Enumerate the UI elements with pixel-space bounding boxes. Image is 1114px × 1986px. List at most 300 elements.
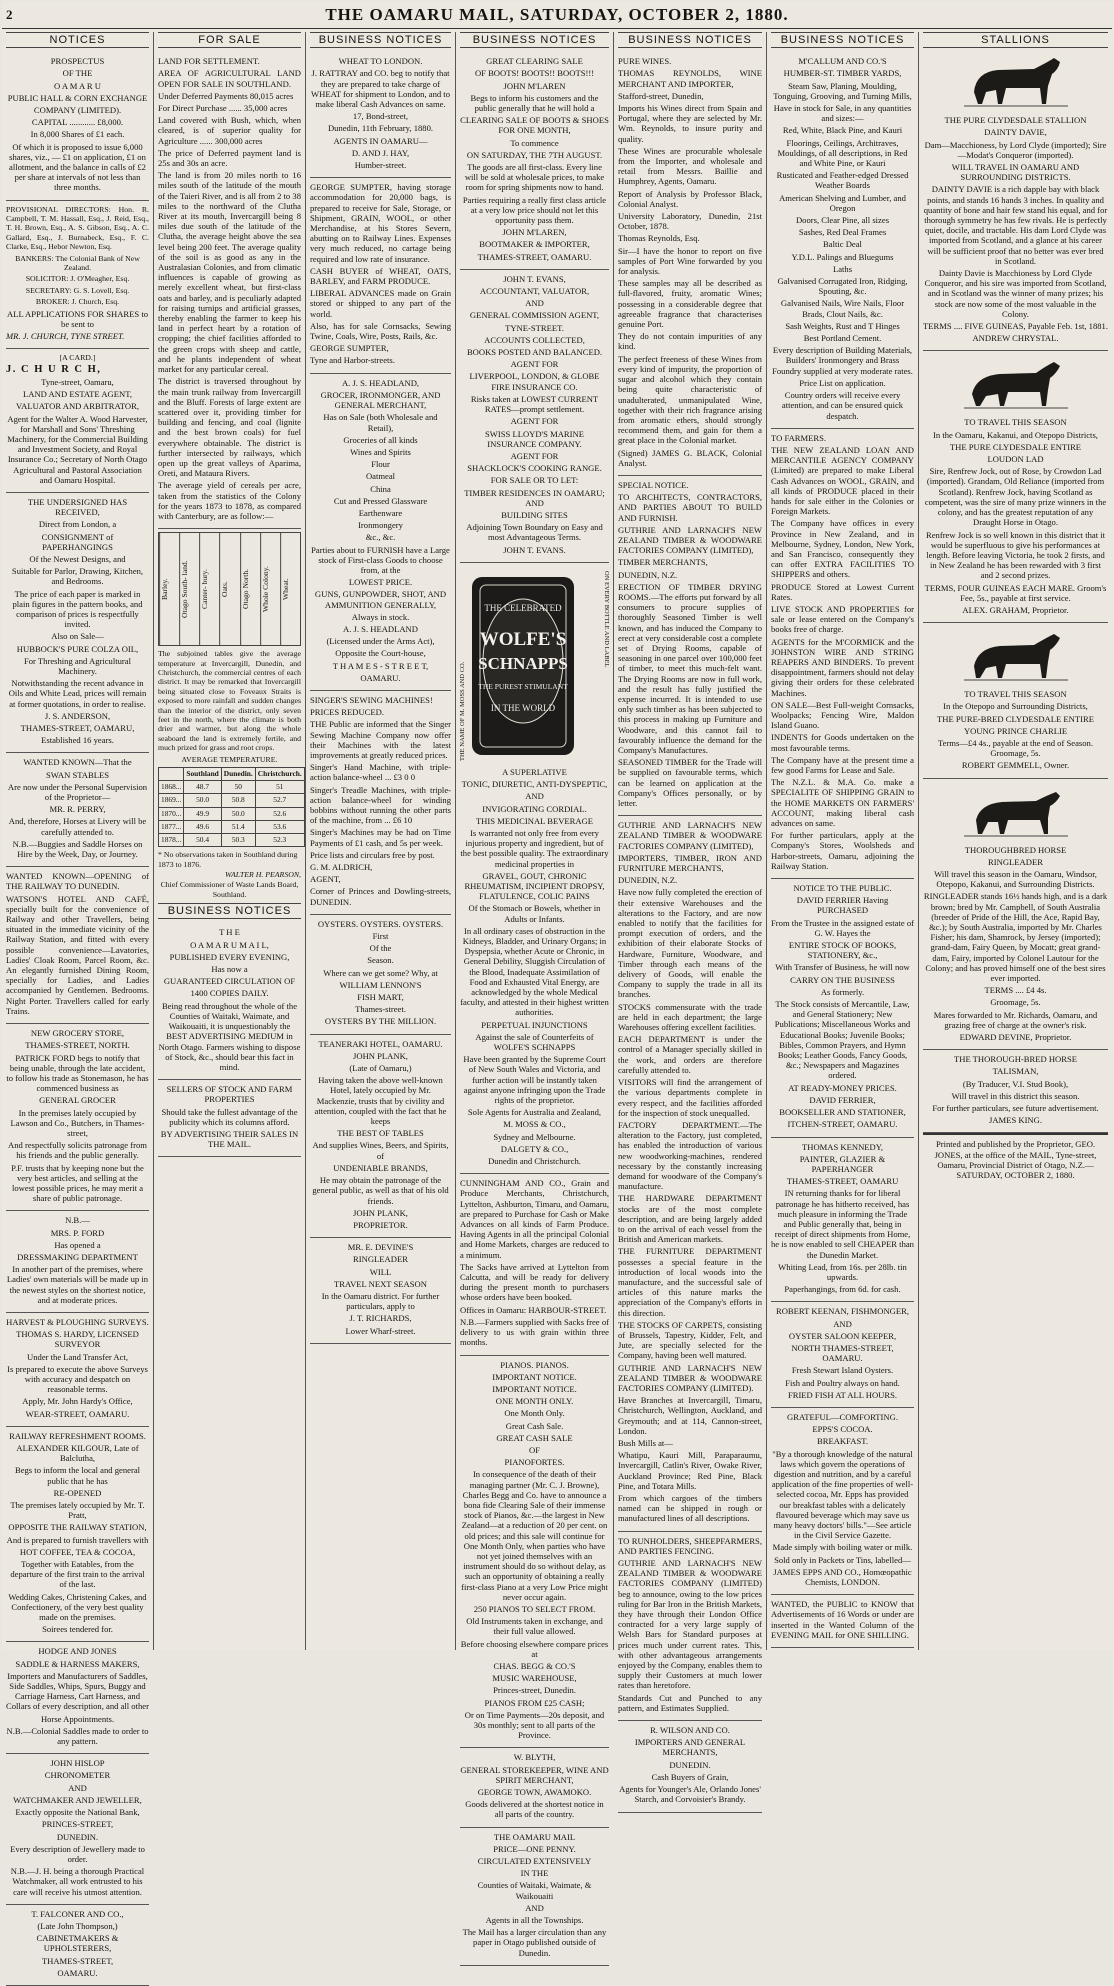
ad-teaneraki-hotel <box>310 1035 451 1238</box>
ad-line: Thames-street. <box>355 1004 406 1015</box>
ad-line: YOUNG PRINCE CHARLIE <box>963 725 1068 736</box>
ad-line: EACH DEPARTMENT is under the control of a Manager specially skilled in the work, and orders are therefore carefully attended to. <box>618 1034 762 1075</box>
ad-line: N.B.—Buggies and Saddle Horses on Hire by the Week, Day, or Journey. <box>12 838 143 860</box>
ad-line: And respectfully solicits patronage from his friends and the public generally. <box>8 1140 147 1161</box>
table-cell: 1877... <box>159 820 184 833</box>
table-row <box>159 794 305 807</box>
ad-line: Parties about to FURNISH have a Large stock of First-class Goods to choose from, at the <box>311 544 450 575</box>
ad-line: JAMES KING. <box>989 1115 1042 1126</box>
ad-sellers-of-stock <box>158 1080 301 1157</box>
ad-line: Humber-street. <box>354 160 407 171</box>
ad-wanted-public <box>771 1595 914 1648</box>
ad-line: And supplies Wines, Beers, and Spirits, of <box>312 1140 449 1161</box>
ad-line: SADDLE & HARNESS MAKERS, <box>15 1658 140 1669</box>
ad-john-t-evans <box>460 270 609 563</box>
ad-line: P.F. trusts that by keeping none but the very best articles, and selling at the lowest possible prices, he may merit a share of public patronage. <box>11 1162 144 1204</box>
ad-line: For Direct Purchase ...... 35,000 acres <box>158 103 288 114</box>
ad-line: WANTED KNOWN—OPENING of THE RAILWAY TO DUNEDIN. <box>6 871 149 892</box>
ad-line: SELLERS OF STOCK AND FARM PROPERTIES <box>166 1084 293 1105</box>
ad-john-hislop <box>6 1754 149 1904</box>
ad-line: Wedding Cakes, Christening Cakes, and Confectionery, of the very best quality made on the premises. <box>8 1591 147 1623</box>
ad-line: In the Otepopo and Surrounding Districts, <box>943 701 1088 712</box>
ad-line: Wines and Spirits <box>350 446 411 457</box>
ad-line: DAINTY DAVIE is a rich dapple bay with black points, and stands 16 hands 3 inches. In quality and quantity of bone and hair few stand his equal, and for thorough symmetry he has few rivals. He is perfectly quiet, docile, and tractable. His dam Lord Clyde was imported from Scotland, and a glance at his career will be sufficient proof that no better was ever bred in Scotland. <box>923 184 1108 266</box>
ad-line: INVIGORATING CORDIAL. <box>482 803 587 814</box>
ad-line: (Late John Thompson,) <box>37 1920 118 1931</box>
ad-oamaru-mail-price <box>460 1828 609 1966</box>
ad-line: Dunedin, 11th February, 1880. <box>327 123 434 134</box>
ad-line: IMPORTERS, TIMBER, IRON AND FURNITURE MERCHANTS, <box>618 852 762 874</box>
ad-line: TERMS .... £4 4s. <box>984 985 1047 996</box>
ad-line: AT READY-MONEY PRICES. <box>788 1082 897 1093</box>
ad-line: Baltic Deal <box>823 239 862 250</box>
column-business-notices-2 <box>456 32 614 1958</box>
ad-line: Red, White, Black Pine, and Kauri <box>782 125 903 136</box>
ad-line: T. FALCONER AND CO., <box>31 1908 124 1919</box>
ad-line: WILLIAM LENNON'S <box>339 979 422 990</box>
ad-line: "By a thorough knowledge of the natural laws which govern the operations of digestion and nutrition, and by a careful application of the fine properties of well-selected cocoa, Mr. Epps has provided our breakfast tables with a delicately flavoured beverage which may save us many heavy doctors' bills."—See article in the Civil Service Gazette. <box>771 1448 914 1541</box>
ad-line: TERMS, FOUR GUINEAS EACH MARE. Groom's Fee, 5s., payable at first service. <box>924 582 1107 603</box>
ad-line: University Laboratory, Dunedin, 21st October, 1878. <box>618 211 762 232</box>
ad-line: DUNEDIN, N.Z. <box>618 569 678 580</box>
ad-line: NORTH THAMES-STREET, OAMARU. <box>791 1342 894 1364</box>
ad-line: OF <box>529 1444 540 1455</box>
table-cell: 49.6 <box>184 820 221 833</box>
ad-line: THE BEST OF TABLES <box>337 1128 424 1139</box>
table-cell: 50.0 <box>221 807 255 820</box>
ad-line: MR. R. PERRY, <box>49 804 106 815</box>
bankers: BANKERS: The Colonial Bank of New Zealand. <box>15 253 140 273</box>
ad-line: JAMES EPPS AND CO., Homœopathic Chemists, LONDON. <box>773 1566 912 1588</box>
ad-line: Apply, Mr. John Hardy's Office, <box>22 1396 133 1407</box>
table-cell: 51 <box>255 781 304 794</box>
yield-row-label: Oats. <box>219 533 239 645</box>
ad-line: PROSPECTUS <box>50 56 105 67</box>
ad-line: TERMS .... FIVE GUINEAS, Payable Feb. 1st, 1881. <box>923 321 1109 332</box>
ad-j-church-card <box>6 349 149 493</box>
ad-line: TO ARCHITECTS, CONTRACTORS, AND PARTIES ABOUT TO BUILD AND FURNISH. <box>618 492 762 523</box>
ad-line: They do not contain impurities of any kind. <box>618 331 762 352</box>
ad-line: Whatipu, Kauri Mill, Paraparaumu, Invercargill, Catlin's River, Owake River, Auckland Province; Red Pine, Black Pine, and Totara Mills. <box>618 1450 762 1491</box>
table-cell: 50.8 <box>221 794 255 807</box>
ad-line: ERECTION OF TIMBER DRYING ROOMS.—The efforts put forward by all consumers to procure supplies of thoroughly Seasoned Timber is well known, and has induced the Company to erect at very considerable cost a complete set of Drying Rooms, capable of seasoning in one parcel over 100,000 feet of timber, to meet this much-felt want. The Drying Rooms are now in full work, and the result has fully justified the expense incurred. It is intended to use only such timber as has been subjected to this process in making up Furniture and Woodware, and this cannot fail to favourably influence the demand for the Company's Manufactures. <box>618 581 762 755</box>
ad-line: RINGLEADER <box>353 1254 408 1265</box>
ad-line: GENERAL STOREKEEPER, WINE AND SPIRIT MERCHANT, <box>460 1764 609 1785</box>
ad-line: From which cargoes of the timbers named can be shipped in rough or manufactured lines of all descriptions. <box>618 1493 762 1524</box>
ad-line: PRICES REDUCED. <box>310 707 385 718</box>
ad-line: Begs to inform his customers and the public generally that he will hold a <box>470 92 599 114</box>
table-cell: 52.6 <box>255 807 304 820</box>
ad-line: (By Traducer, V.I. Stud Book), <box>962 1078 1069 1089</box>
ad-line: For Threshing and Agricultural Machinery. <box>23 655 131 676</box>
ad-line: THOMAS KENNEDY, <box>801 1141 883 1152</box>
ad-line: TIMBER RESIDENCES IN OAMARU; AND <box>464 487 605 508</box>
ad-line: 1400 COPIES DAILY. <box>190 988 269 999</box>
ad-line: OF BOOTS! BOOTS!! BOOTS!!! <box>474 68 595 79</box>
ad-line: AGENTS for the M'CORMICK and the JOHNSTON WIRE AND STRING REAPERS AND BINDERS. To prevent disappointment, farmers should not delay giving their orders for these celebrated Machines. <box>771 636 914 698</box>
ad-line: The goods are all first-class. Every line will be sold at wholesale prices, to make room for spring shipments now to hand. <box>464 162 605 193</box>
ad-line: Will travel in this district this season. <box>951 1090 1080 1101</box>
ad-line: LAND AND ESTATE AGENT, <box>23 389 132 400</box>
ad-cunningham <box>460 1174 609 1355</box>
ad-line: D. AND J. HAY, <box>351 147 410 158</box>
ad-line: In the premises lately occupied by Lawson and Co., Butchers, in Thames-street, <box>10 1107 145 1138</box>
ad-line: DRESSMAKING DEPARTMENT <box>17 1251 138 1262</box>
ad-line: LOUDON LAD <box>987 454 1044 465</box>
ad-line: CHRONOMETER <box>44 1770 111 1781</box>
ad-line: MRS. P. FORD <box>50 1227 105 1238</box>
ad-line: Corner of Princes and Dowling-streets, DUNEDIN. <box>310 886 451 907</box>
ad-line: Under Deferred Payments 80,015 acres <box>158 90 294 101</box>
table-cell: 52.3 <box>255 834 304 847</box>
ad-line: VISITORS will find the arrangement of the various departments complete in every respect, and the facilities afforded for the inspection of stock unequalled. <box>618 1077 762 1118</box>
ad-line: GEORGE TOWN, AWAMOKO. <box>477 1787 592 1798</box>
table-row <box>159 781 305 794</box>
ad-line: AGENTS IN OAMARU— <box>333 135 428 146</box>
ad-line: TYNE-STREET. <box>505 322 564 333</box>
ad-line: With Transfer of Business, he will now <box>775 962 910 973</box>
broker: BROKER: J. Church, Esq. <box>35 297 120 307</box>
ad-line: CASH BUYER of WHEAT, OATS, BARLEY, and FARM PRODUCE. <box>310 265 451 287</box>
table-cell: 49.9 <box>184 807 221 820</box>
ad-line: JOHN M'LAREN, <box>502 227 567 238</box>
ad-line: Old Instruments taken in exchange, and their full value allowed. <box>466 1616 603 1637</box>
ad-line: GENERAL GROCER <box>39 1095 116 1106</box>
ad-line: Being read throughout the whole of the Counties of Waitaki, Waimate, and Waikouaiti, it is unquestionably the BEST ADVERTISING MEDIUM in North Otago. Farmers wishing to dispose of Stock, &c., should bear this fact in mind. <box>158 1000 301 1072</box>
ad-line: Flour <box>371 459 390 470</box>
temperature-note: * No observations taken in Southland during 1873 to 1876. <box>158 850 298 869</box>
table-cell: 50.3 <box>221 834 255 847</box>
yield-row-label: Wheat. <box>280 533 300 645</box>
ad-line: AGENT FOR <box>510 359 559 370</box>
ad-line: PROPRIETOR. <box>353 1219 408 1230</box>
ad-r-wilson <box>618 1721 762 1812</box>
ad-line: Of the Newest Designs, and <box>29 553 126 564</box>
ad-line: AND <box>525 1902 544 1913</box>
ad-line: CLEARING SALE OF BOOTS & SHOES FOR ONE MONTH, <box>460 115 609 136</box>
ad-line: PRODUCE Stored at Lowest Current Rates. <box>771 581 914 602</box>
ad-line: ACCOUNTS COLLECTED, <box>484 334 585 345</box>
ad-line: To commence <box>510 137 559 148</box>
column-heading: BUSINESS NOTICES <box>618 32 762 48</box>
column-business-notices-4 <box>767 32 919 1650</box>
yield-row-label: Barley. <box>159 533 179 645</box>
ad-line: THE Public are informed that the Singer Sewing Machine Company now offer their Machines with the latest improvements at greatly reduced prices. <box>310 719 451 760</box>
ad-line: TALISMAN, <box>992 1066 1039 1077</box>
ad-line: A. J. S. HEADLAND <box>343 623 418 634</box>
ad-line: TO TRAVEL THIS SEASON <box>964 417 1067 428</box>
ad-line: DAVID FERRIER, <box>809 1094 876 1105</box>
ad-line: Where can we get some? Why, at <box>323 967 438 978</box>
table-cell: 1870... <box>159 807 184 820</box>
ad-line: CONSIGNMENT of PAPERHANGINGS <box>41 531 114 552</box>
signature-title: Chief Commissioner of Waste Lands Board, Southland. <box>160 880 299 899</box>
ad-public-hall-officers <box>6 201 149 350</box>
ad-line: IN returning thanks for for liberal patronage he has hitherto received, has much pleasure in informing the Trade and Public generally that, being in receipt of direct shipments from Home, he is now enabled to sell CHEAPER than the Dunedin Market. <box>771 1188 914 1260</box>
bottle-subtitle: THE PUREST STIMULANT <box>478 681 568 691</box>
ad-line: GUARANTEED CIRCULATION OF <box>163 976 296 987</box>
ad-line: JOHN T. EVANS. <box>503 544 566 555</box>
ad-line: Agent for the Walter A. Wood Harvester, for Marshall and Sons' Threshing Machinery, for the Commercial Building and Investment Society, and Royal Insurance Co.; Secretary of North Otago Agricultural and Pastoral Association and Oamaru Hospital. <box>7 413 148 485</box>
ad-line: Every description of Building Materials, Builders' Ironmongery and Brass Foundry supplied at very moderate rates. <box>772 345 913 376</box>
ad-line: Together with Eatables, from the departure of the first train to the arrival of the last. <box>10 1559 145 1590</box>
table-row <box>159 834 305 847</box>
column-heading: BUSINESS NOTICES <box>460 32 609 48</box>
ad-george-sumpter <box>310 178 451 373</box>
table-header-cell: Dunedin. <box>221 768 255 781</box>
ad-line: And, therefore, Horses at Livery will be carefully attended to. <box>8 816 147 837</box>
ad-line: (Licensed under the Arms Act), <box>326 636 435 647</box>
ad-line: THE FURNITURE DEPARTMENT possesses a special feature in the introduction of local woods into the manufacture, and the successful sale of articles of this nature marks the appreciation of the Company's efforts in this direction. <box>618 1246 762 1318</box>
ad-line: He may obtain the patronage of the general public, as well as that of his old friends. <box>312 1175 449 1206</box>
ad-line: CARRY ON THE BUSINESS <box>790 974 895 985</box>
imprint <box>923 1133 1108 1187</box>
horse-illustration <box>956 354 1076 410</box>
signature: WALTER H. PEARSON, <box>225 870 301 880</box>
ad-swan-stables <box>6 753 149 867</box>
ad-line: And is prepared to furnish travellers with <box>6 1534 149 1545</box>
ad-line: FOR SALE OR TO LET: <box>490 475 579 486</box>
ad-clearing-sale-boots <box>460 52 609 270</box>
ad-line: Renfrew Jock is so well known in this district that it would be superfluous to give his performances at length. Before leaving Victoria, he took 2 firsts, and in New Zealand he has been rewarded with 3 first and 2 second prizes. <box>925 529 1106 581</box>
ad-line: GREAT CASH SALE <box>496 1432 573 1443</box>
ad-line: GEORGE SUMPTER, having storage accommodation for 20,000 bags, is prepared to receive for Sale, Storage, or Shipment, GRAIN, WOOL, or other Merchandise, at his Stores Severn, abutting on to Railway Lines. Expenses very much reduced, no cartage being required and low rate of insurance. <box>310 182 451 264</box>
ad-line: Singer's Treadle Machines, with triple-action balance-wheel for winding bobbins without running the other parts of the machine, from ... £6 10 <box>310 784 451 826</box>
ad-line: THE PURE CLYDESDALE ENTIRE <box>949 441 1082 452</box>
ad-line: LIVERPOOL, LONDON, & GLOBE FIRE INSURANCE CO. <box>469 371 600 392</box>
ad-line: Sashes, Red Deal Frames <box>798 227 887 238</box>
ad-line: ENTIRE STOCK OF BOOKS, STATIONERY, &c., <box>788 940 897 961</box>
ad-young-prince-charlie <box>923 685 1108 778</box>
ad-line: LIVE STOCK AND PROPERTIES for sale or lease entered on the Company's books free of charge. <box>771 603 914 635</box>
ad-line: MUSIC WAREHOUSE, <box>492 1673 577 1684</box>
ad-line: THAMES-STREET, NORTH. <box>25 1040 130 1051</box>
ad-line: In 8,000 Shares of £1 each. <box>30 129 125 140</box>
ad-line: ITCHEN-STREET, OAMARU. <box>787 1119 898 1130</box>
ad-line: TEANERAKI HOTEL, OAMARU. <box>318 1038 443 1049</box>
ad-line: SPECIAL NOTICE. <box>618 479 689 490</box>
ad-line: INDENTS for Goods undertaken on the most favourable terms. <box>771 732 914 753</box>
ad-line: China <box>370 483 391 494</box>
ad-line: Steam Saw, Planing, Moulding, Tonguing, Grooving, and Turning Mills, <box>773 80 912 101</box>
column-heading-2: BUSINESS NOTICES <box>158 903 301 919</box>
ad-line: COMPANY (LIMITED). <box>33 105 122 116</box>
ad-line: Best Portland Cement. <box>803 333 882 344</box>
ad-line: THE NEW ZEALAND LOAN AND MERCANTILE AGENCY COMPANY (Limited) are prepared to make Liberal Cash Advances on WOOL, GRAIN, and all kinds of PRODUCE placed in their hands for sale either in the Colonies or Foreign Markets. <box>771 444 914 517</box>
ad-line: Suitable for Parlor, Drawing, Kitchen, and Bedrooms. <box>11 566 144 587</box>
ad-line: A. J. S. HEADLAND, <box>341 377 420 388</box>
ad-talisman <box>923 1050 1108 1133</box>
ad-line: Fresh Stewart Island Oysters. <box>791 1365 894 1376</box>
ad-robert-keenan <box>771 1302 914 1408</box>
ad-line: OYSTERS. OYSTERS. OYSTERS. <box>317 918 444 929</box>
ad-line: ROBERT KEENAN, FISHMONGER, <box>775 1306 909 1317</box>
ad-line: FACTORY DEPARTMENT.—The alteration to the Factory, just completed, has enabled the introduction of various new woodworking-machines, rendered necessary by the constantly increasing demand for woodware of the Company's manufacture. <box>618 1119 762 1192</box>
ad-line: Season. <box>367 955 394 966</box>
ad-line: JOHN T. EVANS, <box>503 273 566 284</box>
ad-line: The Stock consists of Mercantile, Law, and General Stationery; New Publications; Miscellaneous Works and Educational Books; Juvenile Books; Bibles, Common Prayers, and Hymn Books; Leather Goods, Fancy Goods, &c.; Newspapers and Magazines ordered. <box>774 999 911 1081</box>
ad-line: IMPORTANT NOTICE. <box>492 1371 577 1382</box>
ad-line: T H E <box>219 927 240 938</box>
ad-public-hall-prospectus <box>6 52 149 200</box>
column-heading: NOTICES <box>6 32 149 48</box>
ad-david-ferrier <box>771 879 914 1137</box>
ad-line: O A M A R U M A I L, <box>190 939 269 950</box>
ad-line: HOT COFFEE, TEA & COCOA, <box>19 1546 136 1557</box>
ad-line: DUNEDIN, N.Z. <box>618 875 678 886</box>
ad-line: G. M. ALDRICH, <box>310 862 373 873</box>
ad-line: These samples may all be described as full-flavored, fruity, aromatic Wines; possessing in a considerable degree that agreeable fragrance that characterises genuine Port. <box>618 278 762 330</box>
ad-line: NEW GROCERY STORE, <box>30 1028 125 1039</box>
imprint-text: Printed and published by the Proprietor, GEO. JONES, at the office of the MAIL, Tyne-street, Oamaru, Provincial District of Otago, N.Z.—SATURDAY, OCTOBER 2, 1880. <box>934 1139 1097 1181</box>
ad-line: BOOKS POSTED AND BALANCED. <box>466 347 603 358</box>
ad-line: J. S. ANDERSON, <box>44 710 111 721</box>
ad-line: T H A M E S - S T R E E T, <box>332 660 429 671</box>
ad-watsons-hotel <box>6 867 149 1024</box>
ad-line: Made simply with boiling water or milk. <box>772 1542 913 1553</box>
ad-line: (Late of Oamaru,) <box>349 1063 412 1074</box>
ad-line: Terms—£4 4s., payable at the end of Season. Groomage, 5s. <box>937 737 1093 759</box>
ad-thomas-kennedy <box>771 1138 914 1303</box>
ad-falconer <box>6 1905 149 1986</box>
ad-line: RE-OPENED <box>53 1487 102 1498</box>
ad-line: M. MOSS & CO., <box>503 1119 566 1130</box>
table-cell: 1878... <box>159 834 184 847</box>
ad-line: THE PURE CLYDESDALE STALLION <box>944 115 1087 126</box>
ad-line: DALGETY & CO., <box>500 1143 569 1154</box>
ad-line: ANDREW CHRYSTAL. <box>972 333 1059 344</box>
ad-line: WILL TRAVEL IN OAMARU AND SURROUNDING DISTRICTS. <box>951 162 1080 183</box>
ad-special-notice-timber <box>618 476 762 816</box>
signature: MR. J. CHURCH, TYNE STREET. <box>6 331 125 342</box>
ad-line: JOHN M'LAREN <box>503 80 566 91</box>
ad-line: The premises lately occupied by Mr. T. Pratt, <box>10 1500 145 1521</box>
bottle-top-text: THE CELEBRATED <box>484 602 562 613</box>
ad-line: GUTHRIE AND LARNACH'S NEW ZEALAND TIMBER & WOODWARE FACTORIES COMPANY (LIMITED), <box>618 820 762 851</box>
ad-mcallum-timber <box>771 52 914 429</box>
ad-w-blyth <box>460 1748 609 1827</box>
ad-line: GREAT CLEARING SALE <box>486 56 583 67</box>
ad-line: The perfect freeness of these Wines from every kind of impurity, the proportion of sugar and alcohol which they contain being quite characteristic of unadulterated, unmanipulated Wine, together with their rich fragrance arising from aromatic ethers, should strongly recommend them, and gain for them a great place in the Colonial market. <box>618 353 762 446</box>
ad-line: Tyne and Harbor-streets. <box>310 355 395 366</box>
ad-line: RAILWAY REFRESHMENT ROOMS. <box>9 1430 146 1441</box>
ad-line: In all ordinary cases of obstruction in the Kidneys, Bladder, and Urinary Organs; in Dyspepsia, whether Acute or Chronic, in General Debility, Sluggish Circulation of the Blood, Inadequate Assimilation of Food and Exhausted Vital Energy, are acknowledged by the whole Medical faculty, and attested in their highest written authorities. <box>460 925 609 1018</box>
ad-body <box>6 377 149 485</box>
ad-line: Paperhangings, from 6d. for cash. <box>784 1284 901 1295</box>
ad-line: WILL <box>369 1266 392 1277</box>
bottle-name-line-1: WOLFE'S <box>479 628 567 650</box>
ad-line: Great Cash Sale. <box>505 1420 564 1431</box>
ad-line: First <box>372 931 389 942</box>
ad-line: AREA OF AGRICULTURAL LAND OPEN FOR SALE IN SOUTHLAND. <box>158 68 301 89</box>
ad-line: Has opened a <box>54 1239 101 1250</box>
ad-line: GUNS, GUNPOWDER, SHOT, AND AMMUNITION GENERALLY, <box>314 589 447 610</box>
ad-ringleader-devine <box>310 1238 451 1344</box>
ad-line: Will travel this season in the Oamaru, Windsor, Otepopo, Kakanui, and Surrounding Districts. <box>934 868 1097 890</box>
ad-refreshment-rooms <box>6 1427 149 1643</box>
ad-line: Rusticated and Feather-edged Dressed Weather Boards <box>776 170 909 191</box>
table-cell: 50.4 <box>184 834 221 847</box>
newspaper-page <box>2 2 1112 1978</box>
ad-line: ALEX. GRAHAM, Proprietor. <box>962 604 1069 615</box>
ad-line: Offices in Oamaru: HARBOUR-STREET. <box>460 1304 607 1315</box>
ad-line: Imports his Wines direct from Spain and Portugal, where they are selected by Mr. Wm. Reynolds, to insure purity and quality. <box>618 103 762 144</box>
horse-illustration <box>956 782 1076 838</box>
ad-wolfes-schnapps <box>460 563 609 1175</box>
ad-line: &c., &c. <box>365 532 396 543</box>
ad-new-grocery-store <box>6 1024 149 1211</box>
ad-line: PIANOFORTES. <box>504 1457 565 1468</box>
ad-line: PRINCES-STREET, <box>41 1819 114 1830</box>
yield-col-label: Canter- bury. <box>199 533 219 645</box>
ad-line: GEORGE SUMPTER, <box>310 343 389 354</box>
ad-line: WATCHMAKER AND JEWELLER, <box>13 1794 142 1805</box>
ad-line: 250 PIANOS TO SELECT FROM. <box>473 1603 596 1614</box>
ad-hodge-and-jones <box>6 1642 149 1754</box>
ad-line: Of the Stomach or Bowels, whether in Adults or Infants. <box>468 903 601 924</box>
masthead <box>2 2 1112 29</box>
ad-line: Sydney and Melbourne. <box>493 1131 576 1142</box>
ad-line: FRIED FISH AT ALL HOURS. <box>787 1389 898 1400</box>
ad-runholders <box>618 1532 762 1721</box>
ad-line: HUBBOCK'S PURE COLZA OIL, <box>16 643 139 654</box>
ad-line: CABINETMAKERS & UPHOLSTERERS, <box>36 1933 119 1954</box>
ad-line: PAINTER, GLAZIER & PAPERHANGER <box>799 1153 886 1174</box>
ad-line: THE HARDWARE DEPARTMENT stocks are of the most complete description, and are being largely added to on the arrival of each vessel from the British and American markets. <box>618 1193 762 1245</box>
solicitor: SOLICITOR: J. O'Meagher, Esq. <box>25 274 130 284</box>
ad-line: THE UNDERSIGNED HAS RECEIVED, <box>27 496 128 518</box>
ad-line: J. T. RICHARDS, <box>349 1313 412 1324</box>
ad-line: The district is traversed throughout by the main trunk railway from Invercargill and the Bluff. Forests of large extent are scattered over it, providing timber for building and fencing, and coal (lignite and the best brown coals) for fuel everywhere obtainable. The district is further intersected by railways, which open up the great valleys of Aparima, Oreti, and Mataura Rivers. <box>158 376 301 479</box>
ad-line: Has on Sale (both Wholesale and Retail), <box>323 412 438 433</box>
ad-line: VALUATOR AND ARBITRATOR, <box>16 401 139 412</box>
ad-line: JOHN HISLOP <box>50 1758 105 1769</box>
ad-line: N.B.—Colonial Saddles made to order to any pattern. <box>6 1725 149 1747</box>
ad-line: OF THE <box>62 68 93 79</box>
ad-line: Price lists and circulars free by post. <box>310 849 435 860</box>
ad-line: The average yield of cereals per acre, taken from the statistics of the Colony for the years 1873 to 1878, as compared with Canterbury, are as follow:— <box>158 480 301 521</box>
ad-line: From the Trustee in the assigned estate of G. W. Hayes the <box>771 917 914 938</box>
ad-line: JOHN PLANK, <box>353 1050 408 1061</box>
ad-line: MR. E. DEVINE'S <box>347 1242 414 1253</box>
ad-line: HODGE AND JONES <box>38 1646 117 1657</box>
ad-line: The Company have at the present time a few good Farms for Lease and Sale. <box>771 754 914 775</box>
table-row <box>159 820 305 833</box>
ad-line: THOROUGHBRED HORSE <box>964 844 1067 855</box>
ad-line: IMPORTERS AND GENERAL MERCHANTS, <box>634 1737 746 1758</box>
ad-line: Land covered with Bush, which, when cleared, is of superior quality for Agriculture ...... 300,000 acres <box>158 115 301 146</box>
ad-surveyor <box>6 1313 149 1427</box>
ad-line: STOCKS commensurate with the trade are held in each department; the large Warehouses offering excellent facilities. <box>618 1001 762 1033</box>
advertiser-name: J. C H U R C H, <box>6 363 102 375</box>
ad-line: Stafford-street, Dunedin, <box>618 90 704 101</box>
ad-line: Sash Weights, Rust and T Hinges <box>785 320 900 331</box>
ad-line: Is warranted not only free from every injurious property and ingredient, but of the best possible quality. The extraordinary medicinal properties in <box>460 827 609 869</box>
ad-line: In the Oamaru district. For further particulars, apply to <box>321 1290 440 1312</box>
ad-line: Sir—I have the honor to report on five samples of Port Wine forwarded by you for analysis. <box>618 245 762 277</box>
ad-line: Singer's Machines may be had on Time Payments of £1 cash, and 5s per week. <box>310 827 451 848</box>
ad-guthrie-larnach <box>618 816 762 1531</box>
column-heading: BUSINESS NOTICES <box>771 32 914 48</box>
ad-line: IMPORTANT NOTICE. <box>492 1383 577 1394</box>
ad-pure-wines <box>618 52 762 476</box>
ad-dressmaking <box>6 1211 149 1313</box>
ad-to-farmers <box>771 429 914 879</box>
ad-line: AGENT FOR <box>510 450 559 461</box>
ad-line: Having taken the above well-known Hotel, lately occupied by Mr. Mackenzie, trusts that by civility and attention, coupled with the fact that he keeps <box>314 1075 447 1127</box>
ad-line: Is prepared to execute the above Surveys with accuracy and despatch on reasonable terms. <box>7 1363 148 1395</box>
ad-line: Or on Time Payments—20s deposit, and 30s monthly; sent to all parts of the Province. <box>464 1709 605 1741</box>
